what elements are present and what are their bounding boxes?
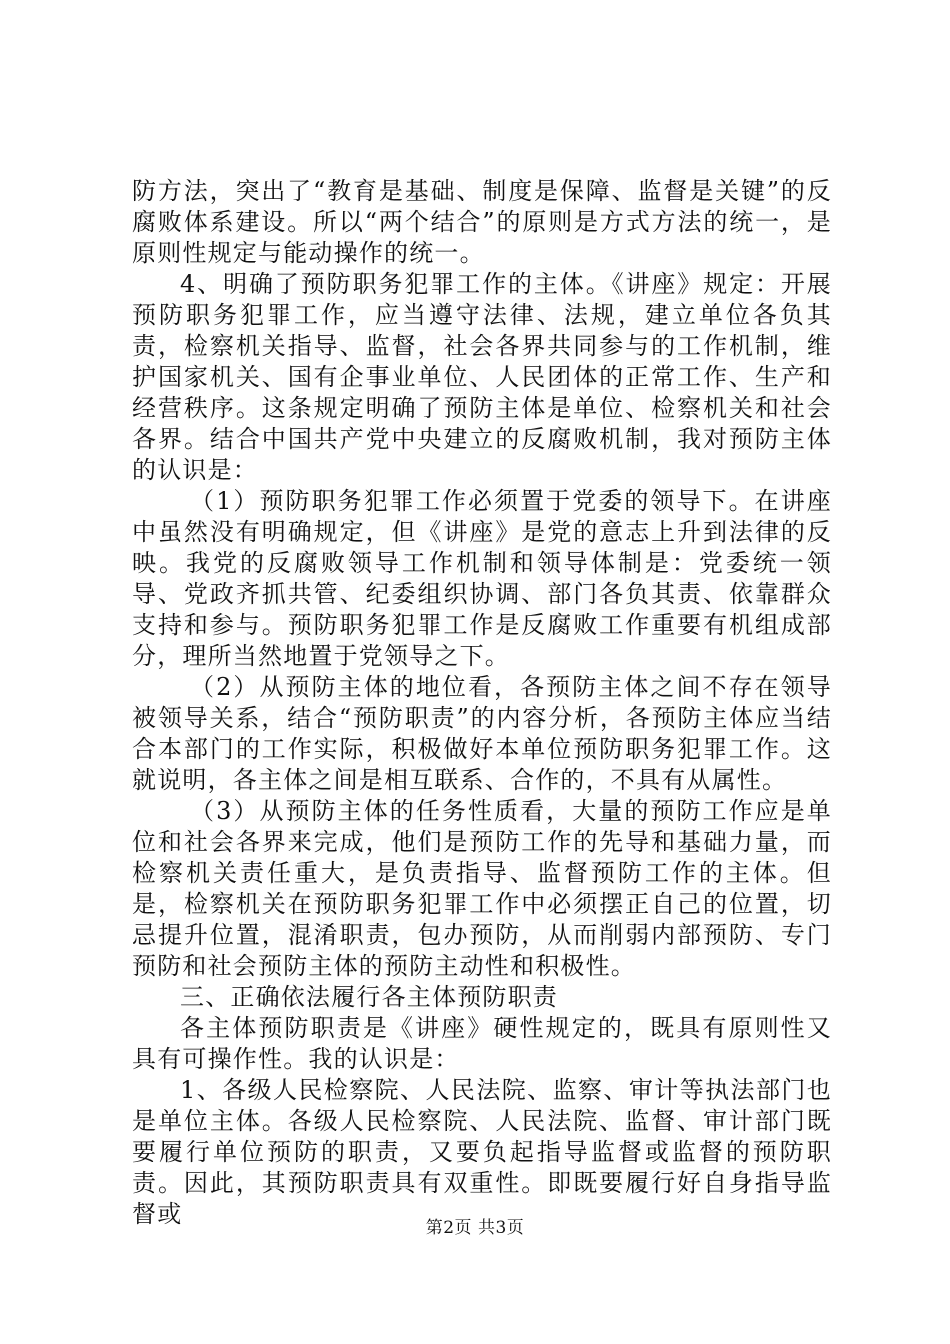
section-heading: 三、正确依法履行各主体预防职责 bbox=[180, 983, 558, 1011]
paragraph-7: 1、各级人民检察院、人民法院、监察、审计等执法部门也是单位主体。各级人民检察院、人民法院、监督、审计部门既要履行单位预防的职责，又要负起指导监督或监督的预防职责。因此，其预防职责具有双重性。即既要履行好自身指导监督或 bbox=[132, 1076, 832, 1228]
paragraph-6: 各主体预防职责是《讲座》硬性规定的，既具有原则性又具有可操作性。我的认识是： bbox=[132, 1014, 832, 1073]
paragraph-2: 4、明确了预防职务犯罪工作的主体。《讲座》规定：开展预防职务犯罪工作，应当遵守法律、法规，建立单位各负其责，检察机关指导、监督，社会各界共同参与的工作机制，维护国家机关、国有企事业单位、人民团体的正常工作、生产和经营秩序。这条规定明确了预防主体是单位、检察机关和社会各界。结合中国共产党中央建立的反腐败机制，我对预防主体的认识是： bbox=[132, 270, 832, 484]
paragraph-5: （3）从预防主体的任务性质看，大量的预防工作应是单位和社会各界来完成，他们是预防工作的先导和基础力量，而检察机关责任重大，是负责指导、监督预防工作的主体。但是，检察机关在预防职务犯罪工作中必须摆正自己的位置，切忌提升位置，混淆职责，包办预防，从而削弱内部预防、专门预防和社会预防主体的预防主动性和积极性。 bbox=[132, 797, 832, 980]
paragraph-1: 防方法，突出了“教育是基础、制度是保障、监督是关键”的反腐败体系建设。所以“两个结合”的原则是方式方法的统一，是原则性规定与能动操作的统一。 bbox=[132, 177, 832, 267]
paragraph-3: （1）预防职务犯罪工作必须置于党委的领导下。在讲座中虽然没有明确规定，但《讲座》是党的意志上升到法律的反映。我党的反腐败领导工作机制和领导体制是：党委统一领导、党政齐抓共管、纪委组织协调、部门各负其责、依靠群众支持和参与。预防职务犯罪工作是反腐败工作重要有机组成部分，理所当然地置于党领导之下。 bbox=[132, 487, 832, 670]
page-number: 第2页 共3页 bbox=[425, 1218, 525, 1238]
body-text bbox=[132, 176, 832, 1230]
paragraph-4: （2）从预防主体的地位看，各预防主体之间不存在领导被领导关系，结合“预防职责”的内容分析，各预防主体应当结合本部门的工作实际，积极做好本单位预防职务犯罪工作。这就说明，各主体之间是相互联系、合作的，不具有从属性。 bbox=[132, 673, 832, 794]
